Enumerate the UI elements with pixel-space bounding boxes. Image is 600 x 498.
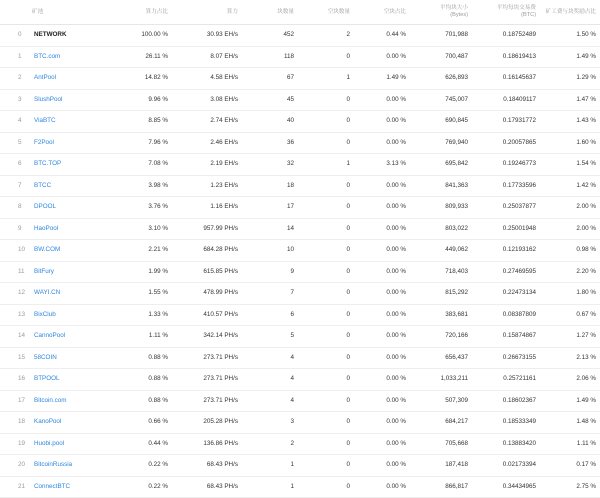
table-row xyxy=(0,433,600,455)
cell-fee-ratio: 0.67 % xyxy=(540,304,600,326)
cell-pool-name xyxy=(28,132,110,154)
cell-empty-share: 0.00 % xyxy=(354,197,410,219)
cell-fee-ratio: 2.06 % xyxy=(540,369,600,391)
cell-empty-share: 3.13 % xyxy=(354,154,410,176)
cell-avg-fee: 0.15874867 xyxy=(472,326,540,348)
cell-empty-blocks: 0 xyxy=(298,347,354,369)
cell-blocks: 4 xyxy=(242,390,298,412)
table-row xyxy=(0,197,600,219)
cell-avg-block-size: 720,166 xyxy=(410,326,472,348)
pool-link[interactable]: ConnectBTC xyxy=(34,482,71,490)
cell-hashrate: 615.85 PH/s xyxy=(172,261,242,283)
cell-empty-blocks: 2 xyxy=(298,25,354,47)
cell-pool-name xyxy=(28,369,110,391)
cell-blocks: 5 xyxy=(242,326,298,348)
pool-link[interactable]: DPOOL xyxy=(34,203,57,210)
table-row xyxy=(0,326,600,348)
cell-index: 10 xyxy=(0,240,28,262)
cell-fee-ratio: 0.17 % xyxy=(540,455,600,477)
header-row xyxy=(0,0,600,25)
cell-hashrate: 68.43 PH/s xyxy=(172,455,242,477)
cell-blocks: 67 xyxy=(242,68,298,90)
cell-index: 14 xyxy=(0,326,28,348)
cell-avg-fee: 0.27469595 xyxy=(472,261,540,283)
pool-link[interactable]: BixClub xyxy=(34,310,56,318)
header-avg-block-size[interactable]: 平均块大小 (Bytes) xyxy=(410,0,472,25)
cell-index: 1 xyxy=(0,46,28,68)
cell-fee-ratio: 1.54 % xyxy=(540,154,600,176)
cell-avg-block-size: 745,007 xyxy=(410,89,472,111)
cell-avg-fee: 0.02173394 xyxy=(472,455,540,477)
cell-hashrate: 2.19 EH/s xyxy=(172,154,242,176)
cell-avg-fee: 0.18619413 xyxy=(472,46,540,68)
cell-empty-share: 0.00 % xyxy=(354,326,410,348)
pool-link[interactable]: AntPool xyxy=(34,74,57,81)
cell-fee-ratio: 1.11 % xyxy=(540,433,600,455)
cell-avg-fee: 0.34434965 xyxy=(472,476,540,498)
cell-index: 20 xyxy=(0,455,28,477)
cell-hashrate: 205.28 PH/s xyxy=(172,412,242,434)
pool-link[interactable]: ViaBTC xyxy=(34,117,56,124)
cell-pool-name xyxy=(28,304,110,326)
cell-hashrate: 68.43 PH/s xyxy=(172,476,242,498)
header-hashrate[interactable]: 算力 xyxy=(172,0,242,25)
cell-index: 19 xyxy=(0,433,28,455)
cell-hashrate-share: 1.11 % xyxy=(110,326,172,348)
cell-hashrate-share: 0.22 % xyxy=(110,476,172,498)
cell-avg-block-size: 701,988 xyxy=(410,25,472,47)
cell-blocks: 45 xyxy=(242,89,298,111)
cell-avg-fee: 0.18752489 xyxy=(472,25,540,47)
cell-pool-name xyxy=(28,326,110,348)
cell-hashrate: 30.93 EH/s xyxy=(172,25,242,47)
pool-link[interactable]: BTPOOL xyxy=(34,375,60,382)
pool-link[interactable]: BitFury xyxy=(34,267,54,275)
cell-fee-ratio: 1.48 % xyxy=(540,412,600,434)
cell-avg-block-size: 626,893 xyxy=(410,68,472,90)
cell-avg-block-size: 705,668 xyxy=(410,433,472,455)
cell-pool-name xyxy=(28,25,110,47)
cell-index: 2 xyxy=(0,68,28,90)
cell-hashrate-share: 3.76 % xyxy=(110,197,172,219)
cell-avg-block-size: 809,933 xyxy=(410,197,472,219)
cell-hashrate: 4.58 EH/s xyxy=(172,68,242,90)
table-row xyxy=(0,25,600,47)
cell-fee-ratio: 2.20 % xyxy=(540,261,600,283)
cell-index: 4 xyxy=(0,111,28,133)
cell-pool-name xyxy=(28,46,110,68)
table-body xyxy=(0,25,600,498)
cell-avg-block-size: 700,487 xyxy=(410,46,472,68)
table-row xyxy=(0,154,600,176)
cell-pool-name xyxy=(28,412,110,434)
cell-hashrate: 478.99 PH/s xyxy=(172,283,242,305)
cell-index: 16 xyxy=(0,369,28,391)
cell-empty-share: 0.00 % xyxy=(354,218,410,240)
cell-hashrate-share: 0.88 % xyxy=(110,390,172,412)
cell-hashrate-share: 1.55 % xyxy=(110,283,172,305)
cell-pool-name xyxy=(28,111,110,133)
cell-blocks: 32 xyxy=(242,154,298,176)
table-row xyxy=(0,304,600,326)
cell-empty-share: 0.00 % xyxy=(354,433,410,455)
cell-index: 11 xyxy=(0,261,28,283)
table-row xyxy=(0,455,600,477)
cell-empty-share: 0.00 % xyxy=(354,46,410,68)
cell-index: 13 xyxy=(0,304,28,326)
cell-fee-ratio: 1.50 % xyxy=(540,25,600,47)
cell-empty-share: 0.00 % xyxy=(354,390,410,412)
cell-index: 5 xyxy=(0,132,28,154)
cell-hashrate: 410.57 PH/s xyxy=(172,304,242,326)
cell-blocks: 118 xyxy=(242,46,298,68)
pool-link[interactable]: HaoPool xyxy=(34,224,59,232)
cell-index: 15 xyxy=(0,347,28,369)
cell-pool-name xyxy=(28,89,110,111)
cell-avg-fee: 0.08387809 xyxy=(472,304,540,326)
cell-hashrate-share: 7.96 % xyxy=(110,132,172,154)
cell-pool-name xyxy=(28,154,110,176)
cell-avg-block-size: 684,217 xyxy=(410,412,472,434)
cell-empty-blocks: 0 xyxy=(298,218,354,240)
cell-empty-share: 0.00 % xyxy=(354,304,410,326)
cell-avg-block-size: 690,845 xyxy=(410,111,472,133)
cell-avg-block-size: 507,309 xyxy=(410,390,472,412)
cell-fee-ratio: 1.42 % xyxy=(540,175,600,197)
cell-fee-ratio: 1.29 % xyxy=(540,68,600,90)
cell-avg-block-size: 656,437 xyxy=(410,347,472,369)
cell-avg-block-size: 815,292 xyxy=(410,283,472,305)
table-row xyxy=(0,240,600,262)
cell-hashrate: 136.86 PH/s xyxy=(172,433,242,455)
cell-fee-ratio: 2.00 % xyxy=(540,197,600,219)
pool-link[interactable]: F2Pool xyxy=(34,138,54,146)
cell-avg-fee: 0.25001948 xyxy=(472,218,540,240)
cell-blocks: 10 xyxy=(242,240,298,262)
cell-hashrate-share: 14.82 % xyxy=(110,68,172,90)
cell-fee-ratio: 2.13 % xyxy=(540,347,600,369)
pool-link[interactable]: 58COIN xyxy=(34,353,57,361)
network-label: NETWORK xyxy=(34,31,67,38)
cell-hashrate: 3.08 EH/s xyxy=(172,89,242,111)
cell-blocks: 40 xyxy=(242,111,298,133)
pool-link[interactable]: KanoPool xyxy=(34,418,62,425)
cell-pool-name xyxy=(28,390,110,412)
pool-link[interactable]: BTC.TOP xyxy=(34,160,62,167)
cell-blocks: 452 xyxy=(242,25,298,47)
pool-link[interactable]: BTC.com xyxy=(34,52,61,60)
pool-link[interactable]: WAYI.CN xyxy=(34,289,61,296)
cell-index: 18 xyxy=(0,412,28,434)
cell-empty-share: 0.00 % xyxy=(354,89,410,111)
pool-link[interactable]: CannoPool xyxy=(34,332,66,339)
cell-index: 6 xyxy=(0,154,28,176)
cell-hashrate-share: 1.33 % xyxy=(110,304,172,326)
table-row xyxy=(0,283,600,305)
cell-hashrate-share: 0.22 % xyxy=(110,455,172,477)
cell-avg-block-size: 695,842 xyxy=(410,154,472,176)
cell-empty-blocks: 0 xyxy=(298,89,354,111)
cell-avg-block-size: 1,033,211 xyxy=(410,369,472,391)
cell-empty-blocks: 0 xyxy=(298,283,354,305)
cell-fee-ratio: 1.49 % xyxy=(540,390,600,412)
cell-empty-blocks: 0 xyxy=(298,455,354,477)
cell-empty-blocks: 0 xyxy=(298,476,354,498)
table-row xyxy=(0,369,600,391)
cell-avg-fee: 0.17931772 xyxy=(472,111,540,133)
cell-blocks: 2 xyxy=(242,433,298,455)
cell-empty-share: 0.00 % xyxy=(354,369,410,391)
cell-hashrate: 684.28 PH/s xyxy=(172,240,242,262)
cell-index: 7 xyxy=(0,175,28,197)
cell-empty-blocks: 0 xyxy=(298,175,354,197)
cell-empty-blocks: 0 xyxy=(298,46,354,68)
cell-empty-share: 1.49 % xyxy=(354,68,410,90)
table-row xyxy=(0,111,600,133)
cell-pool-name xyxy=(28,347,110,369)
cell-fee-ratio: 1.80 % xyxy=(540,283,600,305)
cell-pool-name xyxy=(28,240,110,262)
cell-empty-share: 0.00 % xyxy=(354,347,410,369)
cell-avg-fee: 0.18409117 xyxy=(472,89,540,111)
cell-hashrate: 342.14 PH/s xyxy=(172,326,242,348)
cell-avg-block-size: 803,022 xyxy=(410,218,472,240)
cell-empty-share: 0.00 % xyxy=(354,283,410,305)
cell-avg-block-size: 449,062 xyxy=(410,240,472,262)
cell-avg-fee: 0.16145637 xyxy=(472,68,540,90)
table-row xyxy=(0,46,600,68)
cell-hashrate-share: 3.10 % xyxy=(110,218,172,240)
cell-blocks: 17 xyxy=(242,197,298,219)
cell-avg-fee: 0.26673155 xyxy=(472,347,540,369)
cell-empty-blocks: 1 xyxy=(298,154,354,176)
table-row xyxy=(0,347,600,369)
cell-index: 17 xyxy=(0,390,28,412)
cell-hashrate-share: 26.11 % xyxy=(110,46,172,68)
pool-link[interactable]: Bitcoin.com xyxy=(34,396,67,404)
table-row xyxy=(0,412,600,434)
cell-hashrate: 2.74 EH/s xyxy=(172,111,242,133)
header-avg-fee[interactable]: 平均每块交易费 (BTC) xyxy=(472,0,540,25)
header-hashrate-share[interactable]: 算力占比 xyxy=(110,0,172,25)
pool-link[interactable]: BitcoinRussia xyxy=(34,461,73,468)
cell-hashrate: 273.71 PH/s xyxy=(172,347,242,369)
cell-pool-name xyxy=(28,476,110,498)
pool-link[interactable]: BTCC xyxy=(34,181,52,189)
cell-index: 0 xyxy=(0,25,28,47)
cell-index: 8 xyxy=(0,197,28,219)
cell-fee-ratio: 1.49 % xyxy=(540,46,600,68)
cell-pool-name xyxy=(28,283,110,305)
cell-empty-blocks: 0 xyxy=(298,261,354,283)
header-blocks[interactable]: 块数量 xyxy=(242,0,298,25)
cell-empty-blocks: 0 xyxy=(298,412,354,434)
table-row xyxy=(0,68,600,90)
cell-index: 9 xyxy=(0,218,28,240)
cell-pool-name xyxy=(28,218,110,240)
cell-fee-ratio: 1.60 % xyxy=(540,132,600,154)
cell-fee-ratio: 1.47 % xyxy=(540,89,600,111)
cell-avg-fee: 0.18533349 xyxy=(472,412,540,434)
cell-hashrate: 2.46 EH/s xyxy=(172,132,242,154)
cell-fee-ratio: 0.98 % xyxy=(540,240,600,262)
cell-empty-blocks: 0 xyxy=(298,111,354,133)
table-row xyxy=(0,476,600,498)
table-row xyxy=(0,132,600,154)
cell-avg-block-size: 718,403 xyxy=(410,261,472,283)
cell-empty-share: 0.00 % xyxy=(354,111,410,133)
cell-fee-ratio: 2.75 % xyxy=(540,476,600,498)
table-row xyxy=(0,89,600,111)
cell-hashrate: 273.71 PH/s xyxy=(172,390,242,412)
cell-blocks: 9 xyxy=(242,261,298,283)
header-pool[interactable]: 矿池 xyxy=(28,0,110,25)
cell-hashrate-share: 3.98 % xyxy=(110,175,172,197)
cell-fee-ratio: 1.43 % xyxy=(540,111,600,133)
cell-empty-blocks: 0 xyxy=(298,390,354,412)
cell-avg-block-size: 866,817 xyxy=(410,476,472,498)
cell-pool-name xyxy=(28,433,110,455)
cell-fee-ratio: 1.27 % xyxy=(540,326,600,348)
cell-fee-ratio: 2.00 % xyxy=(540,218,600,240)
pool-link[interactable]: SlushPool xyxy=(34,95,63,103)
cell-hashrate-share: 9.96 % xyxy=(110,89,172,111)
cell-avg-block-size: 187,418 xyxy=(410,455,472,477)
header-fee-ratio[interactable]: 矿工费与块奖励占比 xyxy=(540,0,600,25)
cell-hashrate-share: 8.85 % xyxy=(110,111,172,133)
cell-avg-block-size: 841,363 xyxy=(410,175,472,197)
cell-pool-name xyxy=(28,175,110,197)
table-row xyxy=(0,390,600,412)
cell-hashrate-share: 0.44 % xyxy=(110,433,172,455)
cell-empty-blocks: 0 xyxy=(298,132,354,154)
cell-empty-share: 0.00 % xyxy=(354,132,410,154)
cell-blocks: 14 xyxy=(242,218,298,240)
cell-empty-blocks: 0 xyxy=(298,369,354,391)
cell-avg-fee: 0.20057865 xyxy=(472,132,540,154)
table-row xyxy=(0,175,600,197)
table-row xyxy=(0,261,600,283)
cell-hashrate: 1.16 EH/s xyxy=(172,197,242,219)
cell-index: 21 xyxy=(0,476,28,498)
cell-empty-blocks: 0 xyxy=(298,326,354,348)
cell-pool-name xyxy=(28,261,110,283)
cell-pool-name xyxy=(28,68,110,90)
cell-empty-share: 0.00 % xyxy=(354,175,410,197)
table-header xyxy=(0,0,600,25)
cell-hashrate: 273.71 PH/s xyxy=(172,369,242,391)
pool-link[interactable]: Huobi.pool xyxy=(34,439,65,447)
cell-pool-name xyxy=(28,197,110,219)
cell-hashrate-share: 7.08 % xyxy=(110,154,172,176)
cell-avg-block-size: 383,681 xyxy=(410,304,472,326)
cell-empty-share: 0.00 % xyxy=(354,412,410,434)
cell-empty-share: 0.00 % xyxy=(354,240,410,262)
cell-pool-name xyxy=(28,455,110,477)
cell-empty-share: 0.44 % xyxy=(354,25,410,47)
cell-empty-share: 0.00 % xyxy=(354,455,410,477)
cell-empty-blocks: 0 xyxy=(298,240,354,262)
cell-avg-fee: 0.13883420 xyxy=(472,433,540,455)
cell-blocks: 1 xyxy=(242,476,298,498)
cell-empty-blocks: 0 xyxy=(298,304,354,326)
cell-avg-fee: 0.12193162 xyxy=(472,240,540,262)
cell-empty-blocks: 1 xyxy=(298,68,354,90)
cell-avg-fee: 0.25721161 xyxy=(472,369,540,391)
cell-empty-blocks: 0 xyxy=(298,197,354,219)
pool-link[interactable]: BW.COM xyxy=(34,246,61,253)
cell-avg-fee: 0.22473134 xyxy=(472,283,540,305)
cell-avg-fee: 0.17733596 xyxy=(472,175,540,197)
cell-hashrate: 1.23 EH/s xyxy=(172,175,242,197)
header-empty-share[interactable]: 空块占比 xyxy=(354,0,410,25)
cell-avg-block-size: 769,940 xyxy=(410,132,472,154)
cell-hashrate-share: 0.88 % xyxy=(110,347,172,369)
cell-index: 12 xyxy=(0,283,28,305)
table-row xyxy=(0,218,600,240)
cell-hashrate-share: 0.66 % xyxy=(110,412,172,434)
header-empty-blocks[interactable]: 空块数量 xyxy=(298,0,354,25)
cell-blocks: 7 xyxy=(242,283,298,305)
cell-hashrate-share: 2.21 % xyxy=(110,240,172,262)
cell-hashrate: 8.07 EH/s xyxy=(172,46,242,68)
header-index xyxy=(0,0,28,25)
cell-empty-share: 0.00 % xyxy=(354,476,410,498)
cell-hashrate-share: 0.88 % xyxy=(110,369,172,391)
cell-blocks: 6 xyxy=(242,304,298,326)
cell-hashrate-share: 100.00 % xyxy=(110,25,172,47)
cell-blocks: 1 xyxy=(242,455,298,477)
cell-blocks: 18 xyxy=(242,175,298,197)
cell-blocks: 4 xyxy=(242,347,298,369)
cell-blocks: 3 xyxy=(242,412,298,434)
cell-hashrate-share: 1.99 % xyxy=(110,261,172,283)
cell-avg-fee: 0.25037877 xyxy=(472,197,540,219)
cell-avg-fee: 0.19246773 xyxy=(472,154,540,176)
cell-hashrate: 957.99 PH/s xyxy=(172,218,242,240)
cell-avg-fee: 0.18602367 xyxy=(472,390,540,412)
cell-index: 3 xyxy=(0,89,28,111)
cell-blocks: 4 xyxy=(242,369,298,391)
cell-empty-share: 0.00 % xyxy=(354,261,410,283)
cell-empty-blocks: 0 xyxy=(298,433,354,455)
cell-blocks: 36 xyxy=(242,132,298,154)
